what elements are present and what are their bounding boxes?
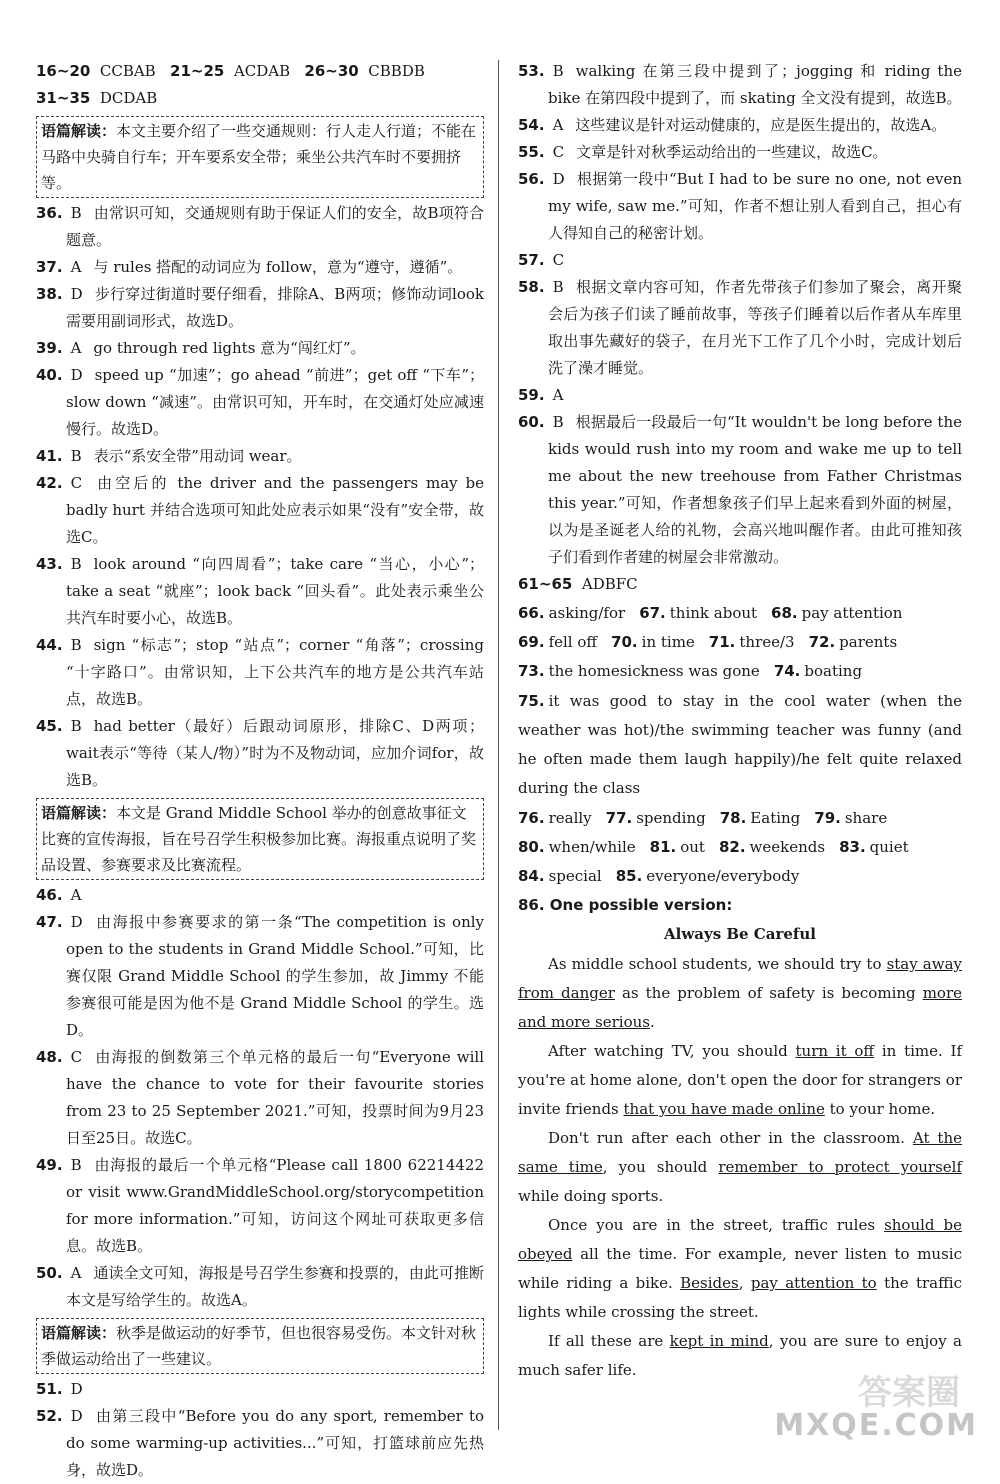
fill-answer: share — [844, 809, 888, 827]
answer-item — [36, 632, 484, 713]
column-divider — [498, 60, 499, 1430]
question-number: 78. — [719, 809, 747, 827]
answer-item — [36, 551, 484, 632]
answer-letter: B — [70, 204, 82, 222]
passage-analysis-box: 语篇解读：秋季是做运动的好季节，但也很容易受伤。本文针对秋季做运动给出了一些建议。 — [36, 1318, 484, 1374]
answer-letter: D — [70, 285, 83, 303]
fill-row — [518, 863, 962, 890]
answer-explanation: 由常识可知，交通规则有助于保证人们的安全，故B项符合题意。 — [66, 204, 484, 249]
right-column — [518, 58, 962, 1385]
answer-item — [518, 382, 962, 409]
essay-text: while doing sports. — [518, 1187, 664, 1205]
fill-answer: parents — [839, 633, 898, 651]
essay-text: as the problem of safety is becoming — [614, 984, 923, 1002]
fill-answer: asking/for — [548, 604, 626, 622]
answer-letter: C — [552, 143, 565, 161]
question-number: 45. — [36, 717, 63, 735]
answer-item — [36, 1260, 484, 1314]
fill-answer: special — [548, 867, 602, 885]
question-number: 40. — [36, 366, 63, 384]
answer-explanation: speed up “加速”；go ahead “前进”；get off “下车”；slow down “减速”。由常识可知，开车时，在交通灯处应减速慢行。故选D。 — [66, 366, 484, 438]
essay-text: the traffic lights while crossing the street. — [518, 1274, 962, 1321]
essay-title: Always Be Careful — [664, 925, 816, 943]
question-number: 46. — [36, 886, 63, 904]
answer-explanation: 步行穿过街道时要仔细看，排除A、B两项；修饰动词look需要用副词形式，故选D。 — [66, 285, 484, 330]
question-number: 58. — [518, 278, 545, 296]
essay-paragraph — [518, 1211, 962, 1327]
answer-letter: C — [70, 1048, 83, 1066]
underlined-phrase: kept in mind — [669, 1332, 769, 1350]
fill-answer: in time — [641, 633, 695, 651]
question-number: 72. — [808, 633, 836, 651]
fill-answer: fell off — [548, 633, 598, 651]
answer-explanation: 文章是针对秋季运动给出的一些建议，故选C。 — [576, 143, 888, 161]
answer-letter: A — [552, 386, 564, 404]
answer-item — [518, 274, 962, 382]
question-number: 67. — [639, 604, 666, 622]
answer-explanation: 根据文章内容可知，作者先带孩子们参加了聚会，离开聚会后为孩子们读了睡前故事，等孩子们睡着以后作者从车库里取出事先藏好的袋子，在月光下工作了几个小时，完成计划后洗了澡才睡觉。 — [548, 278, 962, 377]
essay-text: , you should — [602, 1158, 719, 1176]
answer-letter: B — [70, 555, 82, 573]
answer-letter: D — [70, 366, 83, 384]
underlined-phrase: that you have made online — [623, 1100, 825, 1118]
answer-explanation: go through red lights 意为“闯红灯”。 — [93, 339, 366, 357]
answer-item — [36, 443, 484, 470]
question-number: 56. — [518, 170, 545, 188]
answer-letter: B — [552, 278, 564, 296]
answer-list — [36, 882, 484, 1314]
answer-item — [36, 281, 484, 335]
answer-letter: D — [70, 913, 83, 931]
answer-item — [36, 362, 484, 443]
question-number: 74. — [773, 662, 801, 680]
question-number: 39. — [36, 339, 63, 357]
fill-answer: out — [680, 838, 705, 856]
answer-list — [36, 1376, 484, 1484]
fill-row — [518, 805, 962, 832]
answer-explanation: 由空后的 the driver and the passengers may be badly hurt 并结合选项可知此处应表示如果“没有”安全带，故选C。 — [66, 474, 484, 546]
essay-text: If all these are — [548, 1332, 670, 1350]
answer-item — [518, 58, 962, 112]
essay-text: , you are sure to enjoy a much safer life. — [518, 1332, 962, 1379]
answer-explanation: 根据第一段中“But I had to be sure no one, not even my wife, saw me.”可知，作者不想让别人看到自己，担心有人得知自己的秘密计划。 — [548, 170, 962, 242]
fill-row — [518, 629, 962, 656]
answer-explanation: 由海报的最后一个单元格“Please call 1800 62214422 or visit www.GrandMiddleSchool.org/storycompetition for more information.”可知，访问这个网址可获取更多信息。故选B。 — [66, 1156, 484, 1255]
essay-text: . — [649, 1013, 655, 1031]
answer-row: 31~35 DCDAB — [36, 89, 158, 107]
question-number: 53. — [518, 62, 545, 80]
question-number: 82. — [718, 838, 746, 856]
question-number: 55. — [518, 143, 545, 161]
question-number: 38. — [36, 285, 63, 303]
answer-explanation: look around “向四周看”；take care “当心，小心”；take a seat “就座”；look back “回头看”。此处表示乘坐公共汽车时要小心，故选B。 — [66, 555, 484, 627]
answer-item — [36, 1403, 484, 1484]
answer-explanation: 与 rules 搭配的动词应为 follow，意为“遵守，遵循”。 — [93, 258, 463, 276]
answer-letter: C — [552, 251, 565, 269]
question-number: 73. — [518, 662, 545, 680]
fill-answer: three/3 — [739, 633, 795, 651]
question-number: 43. — [36, 555, 63, 573]
watermark-logo: 答案圈 — [858, 1373, 960, 1413]
question-number: 71. — [708, 633, 736, 651]
question-number: 60. — [518, 413, 545, 431]
fill-row — [518, 834, 962, 861]
question-number: 68. — [771, 604, 798, 622]
question-number: 36. — [36, 204, 63, 222]
fill-answer: pay attention — [801, 604, 903, 622]
answer-item — [36, 200, 484, 254]
essay-text: in time. If you're at home alone, don't open the door for strangers or invite friends — [518, 1042, 962, 1118]
answer-row: 61~65 ADBFC — [518, 575, 638, 593]
answer-letter: C — [70, 474, 83, 492]
answer-letter: B — [70, 636, 82, 654]
essay-text: As middle school students, we should try to — [548, 955, 887, 973]
answer-explanation: 通读全文可知，海报是号召学生参赛和投票的，由此可推断本文是写给学生的。故选A。 — [66, 1264, 484, 1309]
question-number: 77. — [605, 809, 633, 827]
question-number: 66. — [518, 604, 545, 622]
answer-letter: A — [552, 116, 564, 134]
answer-item — [518, 166, 962, 247]
essay-heading: 86. One possible version: — [518, 896, 733, 914]
underlined-phrase: Besides — [680, 1274, 739, 1292]
question-number: 79. — [814, 809, 841, 827]
answer-explanation: 由海报的倒数第三个单元格的最后一句“Everyone will have the chance to vote for their favourite stories from 23 to 25 September 2021.”可知，投票时间为9月23日至25日。故选C。 — [66, 1048, 484, 1147]
underlined-phrase: stay away from danger — [518, 955, 962, 1002]
answer-explanation: walking 在第三段中提到了；jogging 和 riding the bike 在第四段中提到了，而 skating 全文没有提到，故选B。 — [548, 62, 962, 107]
question-number: 48. — [36, 1048, 63, 1066]
passage-analysis-box: 语篇解读：本文主要介绍了一些交通规则：行人走人行道；不能在马路中央骑自行车；开车要系安全带；乘坐公共汽车时不要拥挤等。 — [36, 116, 484, 198]
answer-explanation: 由海报中参赛要求的第一条“The competition is only open to the students in Grand Middle School.”可知，比赛仅限 Grand Middle School 的学生参加，故 Jimmy 不能参赛很可能是因为他不是 Grand Middle School 的学生。选D。 — [66, 913, 484, 1039]
question-number: 44. — [36, 636, 63, 654]
answer-item: 75. it was good to stay in the cool water (when the weather was hot)/the swimming teacher was funny (and he often made them laugh happily)/he felt quite relaxed during the class — [518, 692, 962, 797]
fill-answer: boating — [804, 662, 863, 680]
fill-answer: weekends — [749, 838, 826, 856]
passage-analysis-box: 语篇解读：本文是 Grand Middle School 举办的创意故事征文比赛的宣传海报，旨在号召学生积极参加比赛。海报重点说明了奖品设置、参赛要求及比赛流程。 — [36, 798, 484, 880]
answer-explanation: 表示“系安全带”用动词 wear。 — [93, 447, 302, 465]
fill-answer: spending — [636, 809, 706, 827]
answer-explanation: had better（最好）后跟动词原形，排除C、D两项；wait表示“等待（某人/物）”时为不及物动词，应加介词for，故选B。 — [66, 717, 484, 789]
answer-letter: B — [70, 717, 82, 735]
essay-text: , — [738, 1274, 751, 1292]
fill-row — [518, 600, 962, 627]
fill-answer: everyone/everybody — [646, 867, 800, 885]
answer-letter: A — [70, 339, 82, 357]
question-number: 76. — [518, 809, 545, 827]
fill-answer: the homesickness was gone — [548, 662, 760, 680]
question-number: 59. — [518, 386, 545, 404]
fill-answers — [518, 600, 962, 685]
question-number: 52. — [36, 1407, 63, 1425]
question-number: 50. — [36, 1264, 63, 1282]
answer-list — [36, 200, 484, 794]
essay-text: After watching TV, you should — [548, 1042, 796, 1060]
answer-item — [36, 470, 484, 551]
essay-paragraph — [518, 1124, 962, 1211]
fill-answer: when/while — [548, 838, 636, 856]
essay-paragraph — [518, 1037, 962, 1124]
question-number: 70. — [611, 633, 638, 651]
underlined-phrase: more and more serious — [518, 984, 962, 1031]
question-number: 83. — [839, 838, 866, 856]
answer-item — [518, 409, 962, 571]
answer-letter: B — [70, 1156, 82, 1174]
answer-list — [518, 58, 962, 571]
underlined-phrase: should be obeyed — [518, 1216, 962, 1263]
answer-letter: A — [70, 886, 82, 904]
answer-letter: B — [552, 62, 564, 80]
question-number: 49. — [36, 1156, 63, 1174]
essay-text: Once you are in the street, traffic rules — [548, 1216, 885, 1234]
question-number: 57. — [518, 251, 545, 269]
essay-text: Don't run after each other in the classroom. — [548, 1129, 913, 1147]
fill-row — [518, 658, 962, 685]
answer-item — [36, 1376, 484, 1403]
question-number: 84. — [518, 867, 545, 885]
answer-explanation: 这些建议是针对运动健康的，应是医生提出的，故选A。 — [575, 116, 947, 134]
underlined-phrase: remember to protect yourself — [718, 1158, 963, 1176]
answer-item — [518, 112, 962, 139]
answer-row: 16~20 CCBAB 21~25 ACDAB 26~30 CBBDB — [36, 62, 425, 80]
answer-item — [36, 713, 484, 794]
answer-explanation: sign “标志”；stop “站点”；corner “角落”；crossing “十字路口”。由常识知，上下公共汽车的地方是公共汽车站点，故选B。 — [66, 636, 484, 708]
question-number: 80. — [518, 838, 545, 856]
question-number: 37. — [36, 258, 63, 276]
answer-item — [518, 247, 962, 274]
question-number: 41. — [36, 447, 63, 465]
underlined-phrase: pay attention to — [750, 1274, 877, 1292]
essay-text: to your home. — [824, 1100, 936, 1118]
question-number: 69. — [518, 633, 545, 651]
answer-letter: B — [552, 413, 564, 431]
fill-answer: quiet — [869, 838, 909, 856]
question-number: 54. — [518, 116, 545, 134]
question-number: 51. — [36, 1380, 63, 1398]
answer-item — [36, 1044, 484, 1152]
question-number: 81. — [649, 838, 677, 856]
essay-paragraph — [518, 950, 962, 1037]
answer-letter: A — [70, 1264, 82, 1282]
answer-explanation: 根据最后一段最后一句“It wouldn't be long before the kids would rush into my room and wake me up to tell me about the new treehouse from Father Christmas this year.”可知，作者想象孩子们早上起来看到外面的树屋，以为是圣诞老人给的礼物，会高兴地叫醒作者。由此可推知孩子们看到作者建的树屋会非常激动。 — [548, 413, 962, 566]
fill-answer: really — [548, 809, 592, 827]
watermark-text: MXQE.COM — [774, 1408, 978, 1443]
question-number: 42. — [36, 474, 63, 492]
underlined-phrase: turn it off — [795, 1042, 875, 1060]
essay-text: all the time. For example, never listen to music while riding a bike. — [518, 1245, 962, 1292]
underlined-phrase: At the same time — [518, 1129, 962, 1176]
answer-explanation: 由第三段中“Before you do any sport, remember to do some warming-up activities...”可知，打篮球前应先热身，故选D。 — [66, 1407, 484, 1479]
question-number: 47. — [36, 913, 63, 931]
answer-item — [518, 139, 962, 166]
answer-item — [36, 882, 484, 909]
fill-answers — [518, 805, 962, 890]
fill-answer: Eating — [750, 809, 801, 827]
answer-item — [36, 254, 484, 281]
answer-item — [36, 1152, 484, 1260]
left-column — [36, 58, 484, 1484]
answer-letter: D — [70, 1380, 83, 1398]
fill-answer: think about — [669, 604, 758, 622]
question-number: 85. — [615, 867, 643, 885]
answer-letter: A — [70, 258, 82, 276]
answer-letter: D — [552, 170, 565, 188]
answer-item — [36, 335, 484, 362]
answer-letter: D — [70, 1407, 83, 1425]
answer-item — [36, 909, 484, 1044]
answer-letter: B — [70, 447, 82, 465]
